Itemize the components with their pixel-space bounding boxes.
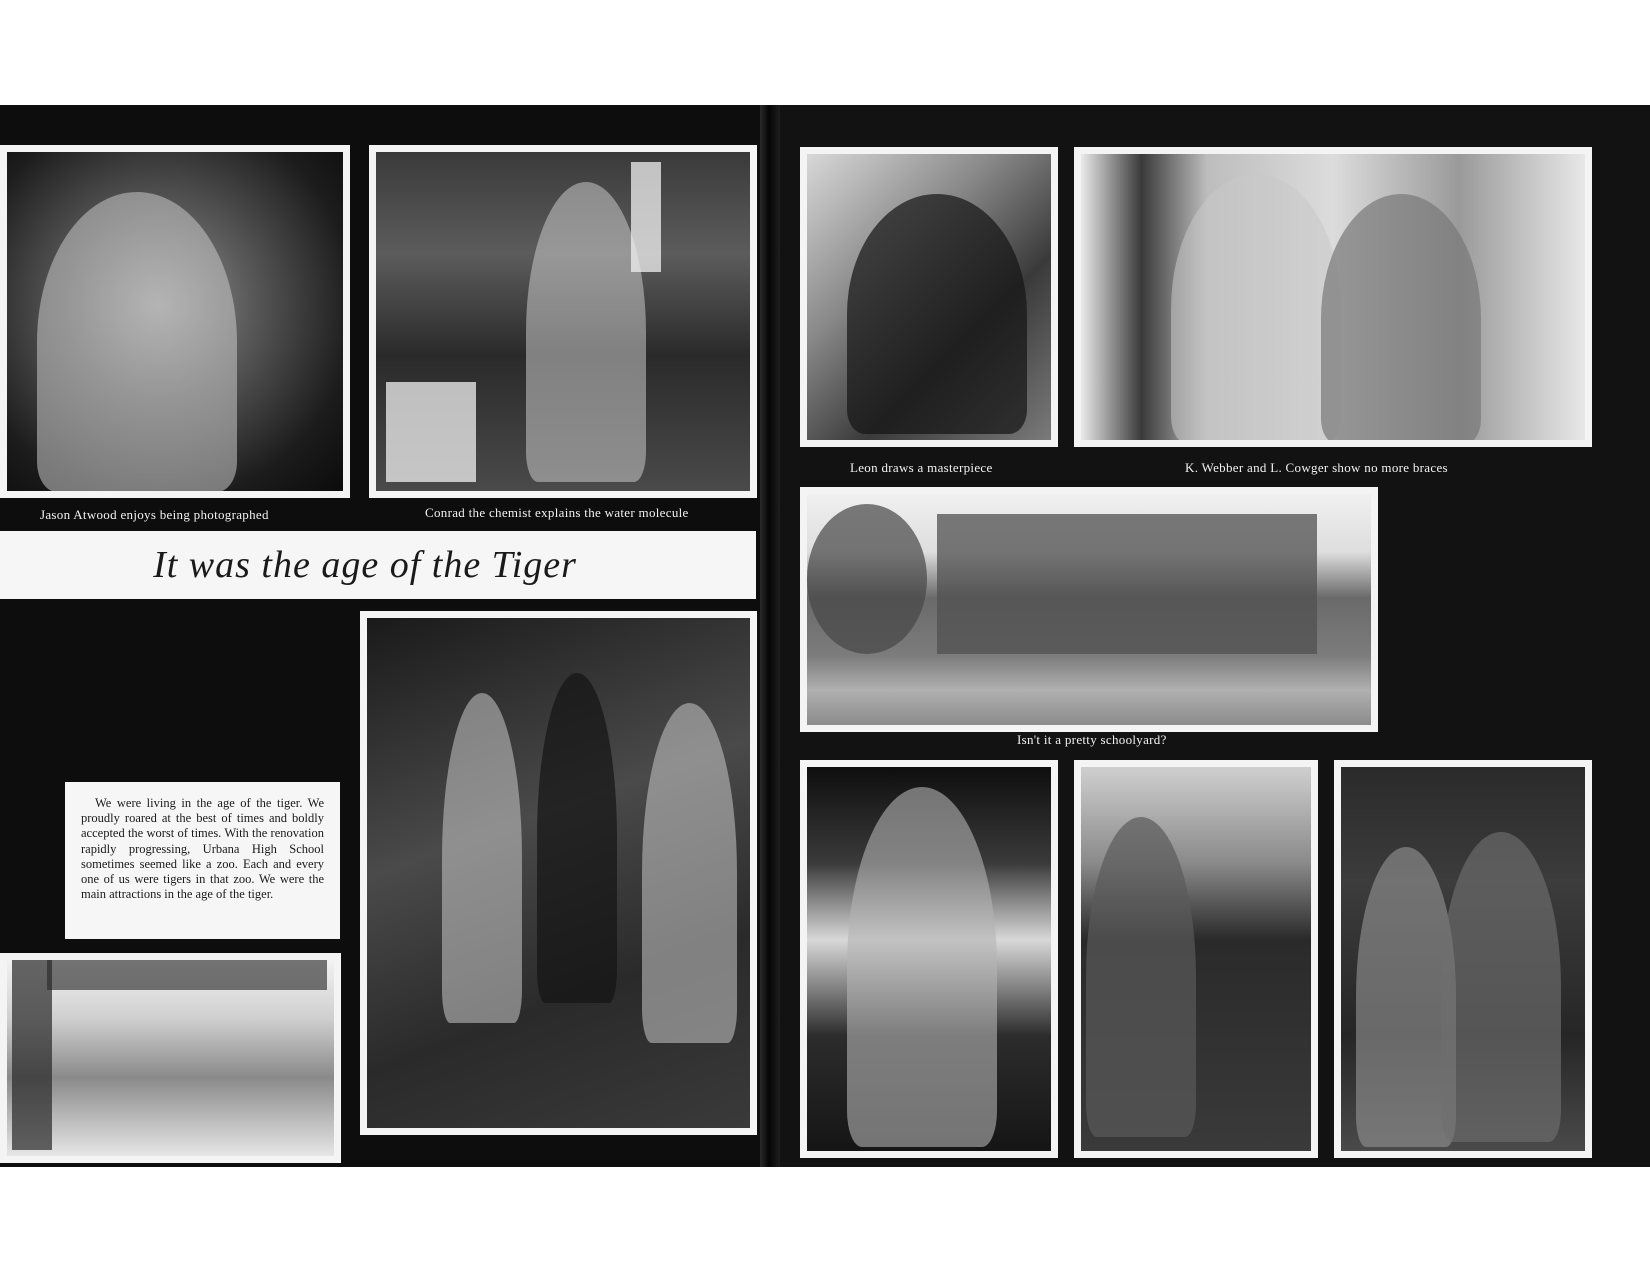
photo-webber-cowger (1074, 147, 1592, 447)
photo-hallway-lockers (360, 611, 757, 1135)
band-member-figure (847, 787, 997, 1147)
ceiling-beams (47, 960, 327, 990)
student-figure-right (1321, 194, 1481, 440)
photo-two-girls-image (1341, 767, 1585, 1151)
photo-renovation-hall-image (7, 960, 334, 1156)
intro-text: We were living in the age of the tiger. We proudly roared at the best of times and boldly accepted the worst of times. With the renovation rapidly progressing, Urbana High School sometimes seemed like a zoo. Each and every one of us were tigers in that zoo. We were the main attractions in the age of the tiger. (81, 796, 324, 902)
photo-schoolyard (800, 487, 1378, 732)
student-figure (1086, 817, 1196, 1137)
tree-left (807, 504, 927, 654)
photo-student-leaning-image (1081, 767, 1311, 1151)
teacher-figure (526, 182, 646, 482)
caption-conrad-chemist: Conrad the chemist explains the water molecule (425, 505, 689, 520)
photo-band-clarinet-image (807, 767, 1051, 1151)
yearbook-spread (0, 105, 1650, 1167)
photo-jason-atwood (0, 145, 350, 498)
sign-disaster-drill (631, 162, 661, 272)
lab-box (386, 382, 476, 482)
photo-band-clarinet (800, 760, 1058, 1158)
photo-conrad-chemist-image (376, 152, 750, 491)
intro-text-box (65, 782, 340, 939)
student-figure-left (442, 693, 522, 1023)
student-figure-left (1171, 174, 1341, 440)
page-title: It was the age of the Tiger (153, 544, 577, 586)
photo-hallway-lockers-image (367, 618, 750, 1128)
photo-leon-drawing-image (807, 154, 1051, 440)
caption-webber-cowger: K. Webber and L. Cowger show no more braces (1185, 460, 1448, 475)
photo-webber-cowger-image (1081, 154, 1585, 440)
photo-two-girls (1334, 760, 1592, 1158)
photo-jason-atwood-image (7, 152, 343, 491)
student-figure (847, 194, 1027, 434)
student-figure (37, 192, 237, 491)
left-page (0, 105, 760, 1167)
caption-schoolyard: Isn't it a pretty schoolyard? (1017, 732, 1167, 747)
photo-leon-drawing (800, 147, 1058, 447)
title-band (0, 531, 756, 599)
right-page (780, 105, 1650, 1167)
caption-jason-atwood: Jason Atwood enjoys being photographed (40, 507, 269, 522)
photo-student-leaning (1074, 760, 1318, 1158)
student-figure-right (1441, 832, 1561, 1142)
caption-leon: Leon draws a masterpiece (850, 460, 993, 475)
binding-spine (760, 105, 780, 1167)
photo-schoolyard-image (807, 494, 1371, 725)
photo-renovation-hall (0, 953, 341, 1163)
ladder (12, 960, 52, 1150)
student-figure-right (642, 703, 737, 1043)
student-figure-middle (537, 673, 617, 1003)
school-building (937, 514, 1317, 654)
photo-conrad-chemist (369, 145, 757, 498)
